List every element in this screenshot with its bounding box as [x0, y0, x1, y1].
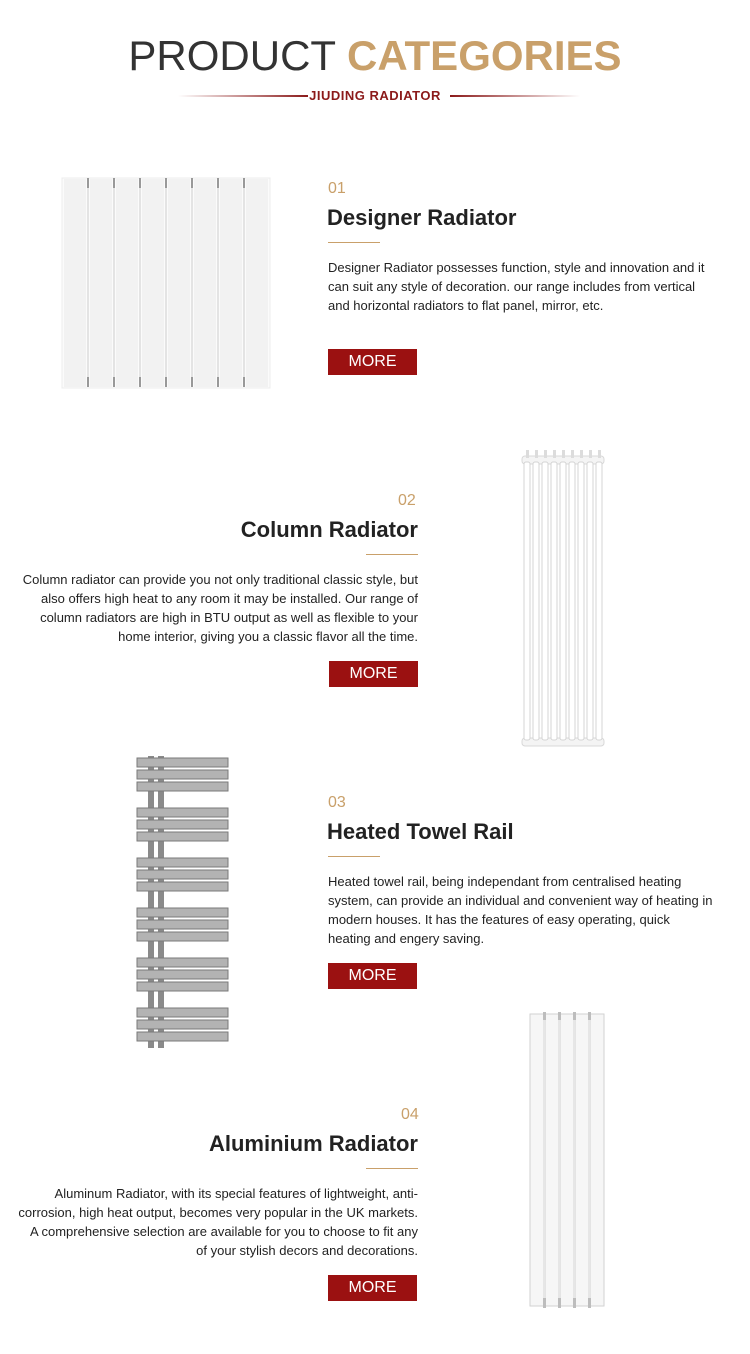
designer-radiator-image: [60, 175, 272, 389]
page-header: [0, 30, 750, 103]
category-number: 03: [328, 794, 346, 811]
category-description: Aluminum Radiator, with its special features of lightweight, anti-corrosion, high heat output, becomes very popular in the UK markets. A comprehensive selection are available for you to choose to fit any of your stylish decors and decorations.: [18, 1186, 418, 1258]
title-bold: CATEGORIES: [346, 32, 622, 79]
category-description: Heated towel rail, being independant from centralised heating system, can provide an individual and convenient way of heating in modern houses. It has the features of easy operating, quick heating and engery saving.: [328, 874, 713, 946]
subtitle-row: [0, 86, 750, 106]
category-title: Designer Radiator: [327, 205, 517, 230]
category-description: Column radiator can provide you not only traditional classic style, but also offers high heat to any room it may be installed. Our range of column radiators are high in BTU output as well as flexible to your home interior, giving you a classic flavor all the time.: [22, 572, 418, 644]
column-radiator-image: [518, 448, 608, 754]
more-button-column-radiator[interactable]: MORE: [329, 661, 418, 687]
title-underline: [366, 554, 418, 555]
divider-right: [450, 95, 580, 97]
category-description: Designer Radiator possesses function, style and innovation and it can suit any style of decoration. our range includes from vertical and horizontal radiators to flat panel, mirror, etc.: [328, 260, 705, 313]
aluminium-radiator-image: [526, 1010, 610, 1310]
title-thin: PRODUCT: [128, 32, 347, 79]
towel-rail-image: [136, 756, 230, 1048]
category-title: Aluminium Radiator: [208, 1131, 418, 1156]
category-number: 01: [328, 180, 346, 197]
category-number: 02: [398, 492, 416, 509]
page-subtitle: JIUDING RADIATOR: [309, 88, 441, 103]
more-button-designer-radiator[interactable]: MORE: [328, 349, 417, 375]
category-title: Column Radiator: [240, 517, 418, 542]
page-title: [0, 30, 750, 82]
category-number: 04: [401, 1106, 419, 1123]
more-button-aluminium-radiator[interactable]: MORE: [328, 1275, 417, 1301]
title-underline: [328, 242, 380, 243]
category-title: Heated Towel Rail: [327, 819, 514, 844]
title-underline: [366, 1168, 418, 1169]
more-button-heated-towel-rail[interactable]: MORE: [328, 963, 417, 989]
title-underline: [328, 856, 380, 857]
